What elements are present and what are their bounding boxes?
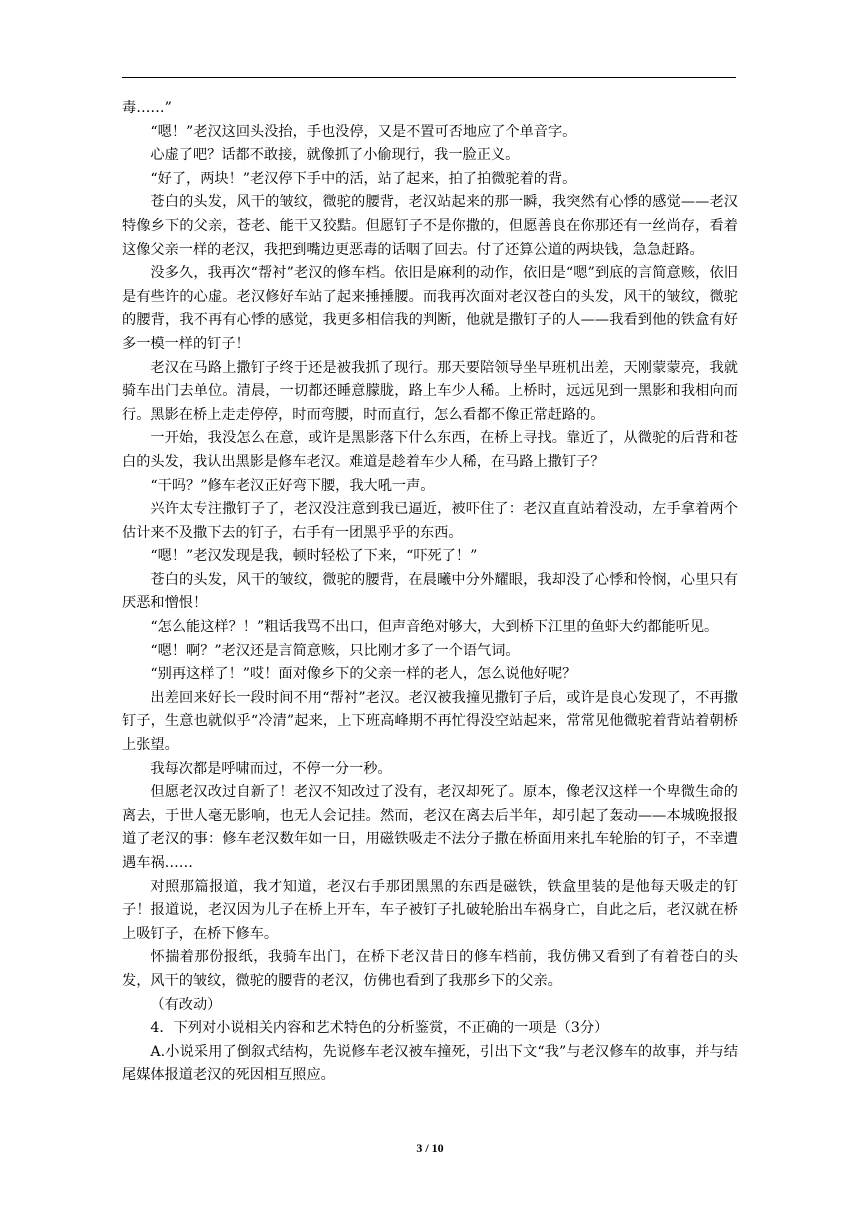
paragraph: “别再这样了！”哎！面对像乡下的父亲一样的老人，怎么说他好呢？	[150, 666, 577, 683]
paragraph: 怀揣着那份报纸，我骑车出门，在桥下老汉昔日的修车档前，我仿佛又看到了有着苍白的头发，风干的皱纹，微驼的腰背的老汉，仿佛也看到了我那乡下的父亲。	[122, 949, 738, 989]
document-body	[122, 97, 738, 1088]
paragraph: 一开始，我没怎么在意，或许是黑影落下什么东西，在桥上寻找。靠近了，从微驼的后背和苍白的头发，我认出黑影是修车老汉。难道是趁着车少人稀，在马路上撒钉子？	[122, 430, 738, 470]
header-rule	[122, 77, 736, 78]
paragraph: “好了，两块！”老汉停下手中的活，站了起来，拍了拍微驼着的背。	[150, 170, 577, 187]
paragraph: “嗯！”老汉这回头没抬，手也没停，又是不置可否地应了个单音字。	[150, 123, 577, 140]
paragraph: 苍白的头发，风干的皱纹，微驼的腰背，老汉站起来的那一瞬，我突然有心悸的感觉——老汉特像乡下的父亲，苍老、能干又狡黠。但愿钉子不是你撒的，但愿善良在你那还有一丝尚存，看着这像父亲一样的老汉，我把到嘴边更恶毒的话咽了回去。付了还算公道的两块钱，急急赶路。	[122, 194, 738, 258]
paragraph: “怎么能这样？！”粗话我骂不出口，但声音绝对够大，大到桥下江里的鱼虾大约都能听见。	[150, 619, 719, 636]
paragraph: 我每次都是呼啸而过，不停一分一秒。	[150, 760, 392, 777]
paragraph: “干吗？”修车老汉正好弯下腰，我大吼一声。	[150, 477, 435, 494]
paragraph: 兴许太专注撒钉子了，老汉没注意到我已逼近，被吓住了：老汉直直站着没动，左手拿着两个估计来不及撒下去的钉子，右手有一团黑乎乎的东西。	[122, 501, 738, 541]
source-note: （有改动）	[150, 996, 222, 1013]
paragraph: 对照那篇报道，我才知道，老汉右手那团黑黑的东西是磁铁，铁盒里装的是他每天吸走的钉子！报道说，老汉因为儿子在桥上开车，车子被钉子扎破轮胎出车祸身亡，自此之后，老汉就在桥上吸钉子，在桥下修车。	[122, 878, 738, 942]
question-stem: 4．下列对小说相关内容和艺术特色的分析鉴赏，不正确的一项是（3分）	[150, 1020, 609, 1037]
answer-option-a: A.小说采用了倒叙式结构，先说修车老汉被车撞死，引出下文“我”与老汉修车的故事，并与结尾媒体报道老汉的死因相互照应。	[122, 1043, 738, 1084]
paragraph: 苍白的头发，风干的皱纹，微驼的腰背，在晨曦中分外耀眼，我却没了心悸和怜悯，心里只有厌恶和憎恨！	[122, 571, 738, 612]
paragraph: 毒……”	[122, 100, 172, 116]
paragraph: 老汉在马路上撒钉子终于还是被我抓了现行。那天要陪领导坐早班机出差，天刚蒙蒙亮，我就骑车出门去单位。清晨，一切都还睡意朦胧，路上车少人稀。上桥时，远远见到一黑影和我相向而行。黑影在桥上走走停停，时而弯腰，时而直行，怎么看都不像正常赶路的。	[122, 359, 738, 423]
paragraph: “嗯！”老汉发现是我，顿时轻松了下来，“吓死了！”	[150, 548, 478, 565]
paragraph: 没多久，我再次“帮衬”老汉的修车档。依旧是麻利的动作，依旧是“嗯”到底的言简意赅，依旧是有些许的心虚。老汉修好车站了起来捶捶腰。而我再次面对老汉苍白的头发，风干的皱纹，微驼的腰背，我不再有心悸的感觉，我更多相信我的判断，他就是撒钉子的人——我看到他的铁盒有好多一模一样的钉子！	[122, 265, 738, 352]
paragraph: 心虚了吧？话都不敢接，就像抓了小偷现行，我一脸正义。	[150, 147, 520, 164]
paragraph: 出差回来好长一段时间不用“帮衬”老汉。老汉被我撞见撒钉子后，或许是良心发现了，不再撒钉子，生意也就似乎“冷清”起来，上下班高峰期不再忙得没空站起来，常常见他微驼着背站着朝桥上张望。	[122, 689, 738, 754]
page-number: 3 / 10	[416, 1141, 444, 1155]
paragraph: “嗯！啊？”老汉还是言简意赅，只比刚才多了一个语气词。	[150, 642, 520, 659]
paragraph: 但愿老汉改过自新了！老汉不知改过了没有，老汉却死了。原本，像老汉这样一个卑微生命的离去，于世人毫无影响，也无人会记挂。然而，老汉在离去后半年，却引起了轰动——本城晚报报道了老汉的事：修车老汉数年如一日，用磁铁吸走不法分子撒在桥面用来扎车轮胎的钉子，不幸遭遇车祸……	[122, 784, 738, 871]
